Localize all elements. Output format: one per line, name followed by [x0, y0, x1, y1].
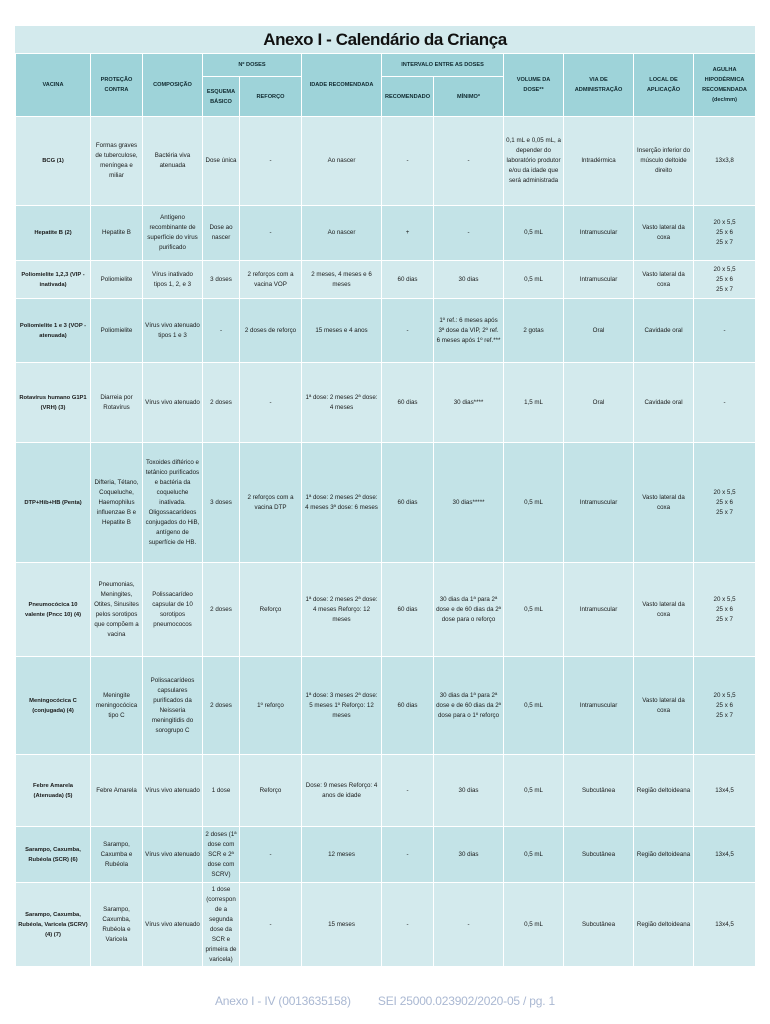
cell-composicao: Antígeno recombinante de superfície do vírus purificado: [143, 206, 203, 261]
col-protecao: PROTEÇÃO CONTRA: [91, 54, 143, 117]
cell-esquema: 1 dose: [203, 755, 240, 827]
cell-esquema: 1 dose (corresponde a segunda dose da SCR e primeira de varicela): [203, 883, 240, 967]
cell-local: Vasto lateral da coxa: [634, 206, 694, 261]
cell-vacina: Poliomielite 1,2,3 (VIP - inativada): [16, 261, 91, 299]
table-row: [16, 563, 756, 657]
cell-volume: 0,5 mL: [504, 261, 564, 299]
cell-recomendado: 60 dias: [382, 261, 434, 299]
cell-esquema: 2 doses: [203, 363, 240, 443]
cell-via: Subcutânea: [564, 883, 634, 967]
cell-recomendado: -: [382, 883, 434, 967]
col-via: VIA DE ADMINISTRAÇÃO: [564, 54, 634, 117]
cell-vacina: DTP+Hib+HB (Penta): [16, 443, 91, 563]
table-row: [16, 206, 756, 261]
cell-volume: 0,1 mL e 0,05 mL, a depender do laboratório produtor e/ou da idade que será administrada: [504, 117, 564, 206]
cell-vacina: Rotavírus humano G1P1 (VRH) (3): [16, 363, 91, 443]
cell-vacina: Pneumocócica 10 valente (Pncc 10) (4): [16, 563, 91, 657]
cell-volume: 1,5 mL: [504, 363, 564, 443]
cell-esquema: 3 doses: [203, 443, 240, 563]
cell-via: Subcutânea: [564, 827, 634, 883]
cell-reforco: -: [240, 206, 302, 261]
table-row: [16, 883, 756, 967]
cell-esquema: 3 doses: [203, 261, 240, 299]
cell-recomendado: 60 dias: [382, 443, 434, 563]
col-esquema: ESQUEMA BÁSICO: [203, 77, 240, 117]
cell-reforco: -: [240, 827, 302, 883]
cell-composicao: Vírus vivo atenuado: [143, 363, 203, 443]
cell-protecao: Sarampo, Caxumba e Rubéola: [91, 827, 143, 883]
cell-minimo: 30 dias*****: [434, 443, 504, 563]
cell-protecao: Poliomielite: [91, 261, 143, 299]
cell-vacina: Meningocócica C (conjugada) (4): [16, 657, 91, 755]
cell-agulha: -: [694, 299, 756, 363]
cell-volume: 0,5 mL: [504, 883, 564, 967]
col-agulha: AGULHA HIPODÉRMICA RECOMENDADA (dec/mm): [694, 54, 756, 117]
vaccine-table: [15, 53, 756, 967]
table-body: [16, 117, 756, 967]
cell-composicao: Bactéria viva atenuada: [143, 117, 203, 206]
table-row: [16, 299, 756, 363]
col-minimo: MÍNIMO*: [434, 77, 504, 117]
cell-esquema: 2 doses: [203, 657, 240, 755]
cell-local: Região deltoideana: [634, 883, 694, 967]
cell-volume: 2 gotas: [504, 299, 564, 363]
cell-local: Vasto lateral da coxa: [634, 657, 694, 755]
col-reforco: REFORÇO: [240, 77, 302, 117]
cell-recomendado: -: [382, 299, 434, 363]
cell-agulha: 13x4,5: [694, 827, 756, 883]
table-row: [16, 657, 756, 755]
cell-esquema: 2 doses (1ª dose com SCR e 2ª dose com SCRV): [203, 827, 240, 883]
cell-via: Oral: [564, 299, 634, 363]
col-n-doses: Nº DOSES: [203, 54, 302, 77]
cell-volume: 0,5 mL: [504, 443, 564, 563]
cell-protecao: Poliomielite: [91, 299, 143, 363]
table-row: [16, 261, 756, 299]
cell-reforco: 2 reforços com a vacina DTP: [240, 443, 302, 563]
table-header: [16, 54, 756, 117]
cell-idade: 1ª dose: 2 meses 2ª dose: 4 meses 3ª dose: 6 meses: [302, 443, 382, 563]
cell-vacina: Febre Amarela (Atenuada) (5): [16, 755, 91, 827]
cell-agulha: 13x4,5: [694, 883, 756, 967]
cell-agulha: 20 x 5,5 25 x 6 25 x 7: [694, 261, 756, 299]
cell-via: Oral: [564, 363, 634, 443]
page-footer: [0, 994, 770, 1008]
cell-recomendado: 60 dias: [382, 563, 434, 657]
cell-recomendado: -: [382, 117, 434, 206]
cell-idade: 12 meses: [302, 827, 382, 883]
cell-idade: 1ª dose: 3 meses 2ª dose: 5 meses 1º Reforço: 12 meses: [302, 657, 382, 755]
cell-esquema: -: [203, 299, 240, 363]
cell-protecao: Formas graves de tuberculose, meníngea e miliar: [91, 117, 143, 206]
cell-volume: 0,5 mL: [504, 206, 564, 261]
cell-via: Subcutânea: [564, 755, 634, 827]
cell-idade: Ao nascer: [302, 206, 382, 261]
cell-local: Região deltoideana: [634, 827, 694, 883]
cell-agulha: 20 x 5,5 25 x 6 25 x 7: [694, 206, 756, 261]
cell-vacina: Poliomielite 1 e 3 (VOP - atenuada): [16, 299, 91, 363]
cell-protecao: Pneumonias, Meningites, Otites, Sinusites pelos sorotipos que compõem a vacina: [91, 563, 143, 657]
cell-local: Vasto lateral da coxa: [634, 261, 694, 299]
cell-idade: 1ª dose: 2 meses 2ª dose: 4 meses: [302, 363, 382, 443]
col-recomendado: RECOMENDADO: [382, 77, 434, 117]
cell-local: Cavidade oral: [634, 299, 694, 363]
cell-via: Intradérmica: [564, 117, 634, 206]
cell-minimo: 30 dias****: [434, 363, 504, 443]
cell-idade: 15 meses: [302, 883, 382, 967]
cell-reforco: -: [240, 363, 302, 443]
cell-local: Vasto lateral da coxa: [634, 563, 694, 657]
cell-via: Intramuscular: [564, 261, 634, 299]
cell-composicao: Polissacarídeo capsular de 10 sorotipos pneumococos: [143, 563, 203, 657]
cell-protecao: Diarreia por Rotavírus: [91, 363, 143, 443]
cell-local: Vasto lateral da coxa: [634, 443, 694, 563]
cell-minimo: -: [434, 883, 504, 967]
cell-reforco: 1º reforço: [240, 657, 302, 755]
table-row: [16, 755, 756, 827]
col-idade: IDADE RECOMENDADA: [302, 54, 382, 117]
cell-reforco: -: [240, 883, 302, 967]
table-row: [16, 443, 756, 563]
cell-vacina: Hepatite B (2): [16, 206, 91, 261]
footer-document-id: Anexo I - IV (0013635158): [215, 994, 351, 1008]
cell-idade: Ao nascer: [302, 117, 382, 206]
cell-reforco: 2 doses de reforço: [240, 299, 302, 363]
cell-agulha: -: [694, 363, 756, 443]
cell-reforco: -: [240, 117, 302, 206]
cell-esquema: 2 doses: [203, 563, 240, 657]
cell-composicao: Vírus inativado tipos 1, 2, e 3: [143, 261, 203, 299]
cell-recomendado: -: [382, 827, 434, 883]
table-row: [16, 827, 756, 883]
cell-minimo: 30 dias: [434, 827, 504, 883]
cell-protecao: Sarampo, Caxumba, Rubéola e Varicela: [91, 883, 143, 967]
cell-agulha: 13x3,8: [694, 117, 756, 206]
cell-composicao: Vírus vivo atenuado: [143, 755, 203, 827]
cell-composicao: Vírus vivo atenuado tipos 1 e 3: [143, 299, 203, 363]
cell-minimo: -: [434, 117, 504, 206]
cell-recomendado: 60 dias: [382, 657, 434, 755]
cell-reforco: Reforço: [240, 755, 302, 827]
page-title: Anexo I - Calendário da Criança: [15, 26, 755, 53]
cell-protecao: Febre Amarela: [91, 755, 143, 827]
cell-composicao: Vírus vivo atenuado: [143, 827, 203, 883]
cell-agulha: 13x4,5: [694, 755, 756, 827]
calendar-sheet: [15, 26, 755, 976]
cell-volume: 0,5 mL: [504, 657, 564, 755]
cell-recomendado: 60 dias: [382, 363, 434, 443]
cell-composicao: Vírus vivo atenuado: [143, 883, 203, 967]
cell-volume: 0,5 mL: [504, 755, 564, 827]
col-local: LOCAL DE APLICAÇÃO: [634, 54, 694, 117]
col-volume: VOLUME DA DOSE**: [504, 54, 564, 117]
cell-idade: 15 meses e 4 anos: [302, 299, 382, 363]
cell-local: Região deltoideana: [634, 755, 694, 827]
cell-esquema: Dose única: [203, 117, 240, 206]
cell-via: Intramuscular: [564, 657, 634, 755]
cell-vacina: Sarampo, Caxumba, Rubéola (SCR) (6): [16, 827, 91, 883]
cell-local: Cavidade oral: [634, 363, 694, 443]
cell-composicao: Polissacarídeos capsulares purificados da Neisseria meningitidis do sorogrupo C: [143, 657, 203, 755]
cell-agulha: 20 x 5,5 25 x 6 25 x 7: [694, 443, 756, 563]
cell-recomendado: +: [382, 206, 434, 261]
cell-via: Intramuscular: [564, 206, 634, 261]
cell-via: Intramuscular: [564, 443, 634, 563]
cell-idade: 1ª dose: 2 meses 2ª dose: 4 meses Reforço: 12 meses: [302, 563, 382, 657]
col-composicao: COMPOSIÇÃO: [143, 54, 203, 117]
cell-agulha: 20 x 5,5 25 x 6 25 x 7: [694, 657, 756, 755]
cell-recomendado: -: [382, 755, 434, 827]
cell-protecao: Hepatite B: [91, 206, 143, 261]
col-intervalo: INTERVALO ENTRE AS DOSES: [382, 54, 504, 77]
cell-composicao: Toxoides diftérico e tetânico purificados e bactéria da coqueluche inativada. Oligossacarídeos conjugados do HiB, antígeno de superfície de HB.: [143, 443, 203, 563]
table-row: [16, 363, 756, 443]
cell-idade: 2 meses, 4 meses e 6 meses: [302, 261, 382, 299]
cell-minimo: 30 dias: [434, 755, 504, 827]
cell-minimo: 1º ref.: 6 meses após 3ª dose da VIP, 2º ref. 6 meses após 1º ref.***: [434, 299, 504, 363]
cell-via: Intramuscular: [564, 563, 634, 657]
cell-protecao: Meningite meningocócica tipo C: [91, 657, 143, 755]
cell-volume: 0,5 mL: [504, 827, 564, 883]
table-row: [16, 117, 756, 206]
cell-vacina: BCG (1): [16, 117, 91, 206]
cell-reforco: Reforço: [240, 563, 302, 657]
col-vacina: VACINA: [16, 54, 91, 117]
cell-minimo: 30 dias da 1ª para 2ª dose e de 60 dias da 2ª dose para o 1º reforço: [434, 657, 504, 755]
cell-idade: Dose: 9 meses Reforço: 4 anos de idade: [302, 755, 382, 827]
cell-esquema: Dose ao nascer: [203, 206, 240, 261]
cell-vacina: Sarampo, Caxumba, Rubéola, Varicela (SCRV) (4) (7): [16, 883, 91, 967]
cell-protecao: Difteria, Tétano, Coqueluche, Haemophilus influenzae B e Hepatite B: [91, 443, 143, 563]
cell-volume: 0,5 mL: [504, 563, 564, 657]
cell-minimo: 30 dias: [434, 261, 504, 299]
cell-reforco: 2 reforços com a vacina VOP: [240, 261, 302, 299]
cell-local: Inserção inferior do músculo deltoide direito: [634, 117, 694, 206]
cell-minimo: -: [434, 206, 504, 261]
cell-agulha: 20 x 5,5 25 x 6 25 x 7: [694, 563, 756, 657]
footer-process-number: SEI 25000.023902/2020-05 / pg. 1: [377, 994, 555, 1008]
cell-minimo: 30 dias da 1ª para 2ª dose e de 60 dias da 2ª dose para o reforço: [434, 563, 504, 657]
